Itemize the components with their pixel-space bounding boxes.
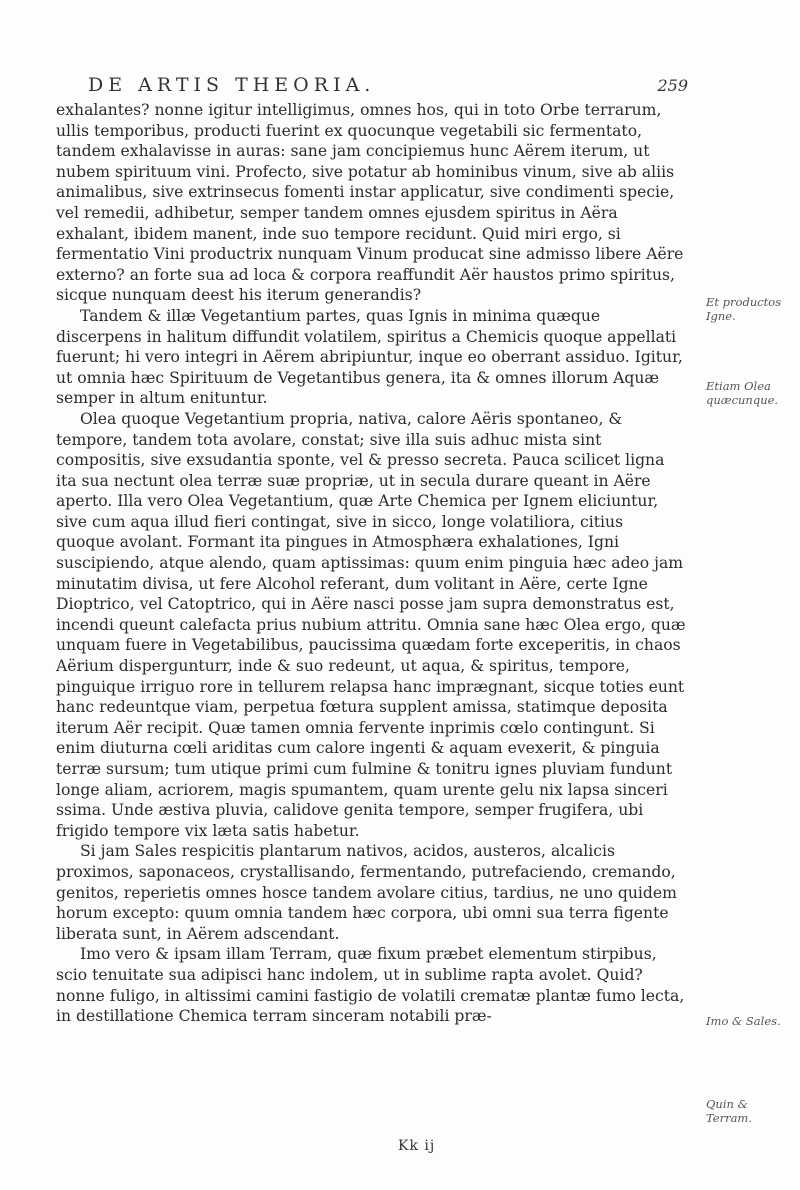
- paragraph: Si jam Sales respicitis plantarum nativos, acidos, austeros, alcalicis proximos, saponaceos, crystallisando, fermentando, putrefaciendo, cremando, genitos, reperietis omnes hosce tandem avolare citius, tardius, ne uno quidem horum excepto: quum omnia tandem hæc corpora, ubi omni sua terra figente liberata sunt, in Aërem adscendant.: [56, 842, 677, 943]
- signature-mark: Kk ij: [398, 1138, 436, 1154]
- paragraph: Olea quoque Vegetantium propria, nativa, calore Aëris spontaneo, & tempore, tandem tota avolare, constat; sive illa suis adhuc mista sint compositis, sive exsudantia sponte, vel & presso secreta. Pauca scilicet ligna ita sua nectunt olea terræ suæ propriæ, ut in secula durare queant in Aëre aperto. Illa vero Olea Vegetantium, quæ Arte Chemica per Ignem eliciuntur, sive cum aqua illud fieri contingat, sive in sicco, longe volatiliora, citius quoque avolant. Formant ita pingues in Atmosphæra exhalationes, Igni suscipiendo, atque alendo, quam aptissimas: quum enim pinguia hæc adeo jam minutatim divisa, ut fere Alcohol referant, dum volitant in Aëre, certe Igne Dioptrico, vel Catoptrico, qui in Aëre nasci posse jam supra demonstratus est, incendi queunt calefacta prius nubium attritu. Omnia sane hæc Olea ergo, quæ unquam fuere in Vegetabilibus, paucissima quædam forte exceperitis, in chaos Aërium dispergunturr, inde & suo redeunt, ut aqua, & spiritus, tempore, pinguique irriguo rore in tellurem relapsa hanc imprægnant, sicque toties eunt hanc redeuntque viam, perpetua fœtura supplent amissa, statimque deposita iterum Aër recipit. Quæ tamen omnia fervente inprimis cœlo contingunt. Si enim diuturna cœli ariditas cum calore ingenti & aquam evexerit, & pinguia terræ sursum; tum utique primi cum fulmine & tonitru ignes pluviam fundunt longe aliam, acriorem, magis spumantem, quam urente gelu nix lapsa sinceri ssima. Unde æstiva pluvia, calidove genita tempore, semper frugifera, ubi frigido tempore vix læta satis habetur.: [56, 409, 686, 840]
- paragraph: exhalantes? nonne igitur intelligimus, omnes hos, qui in toto Orbe terrarum, ullis temporibus, producti fuerint ex quocunque vegetabili sic fermentato, tandem exhalavisse in auras: sane jam concipiemus hunc Aërem iterum, ut nubem spirituum vini. Profecto, sive potatur ab hominibus vinum, sive ab aliis animalibus, sive extrinsecus fomenti instar applicatur, sive condimenti specie, vel remedii, adhibetur, semper tandem omnes ejusdem spiritus in Aëra exhalant, ibidem manent, inde suo tempore recidunt. Quid miri ergo, si fermentatio Vini productrix nunquam Vinum producat sine admisso libere Aëre externo? an forte sua ad loca & corpora reaffundit Aër haustos primo spiritus, sicque nunquam deest his iterum generandis?: [56, 101, 684, 305]
- margin-note: Quin & Terram.: [706, 1097, 752, 1125]
- page-header: [88, 74, 688, 98]
- paragraph: Imo vero & ipsam illam Terram, quæ fixum præbet elementum stirpibus, scio tenuitate sua adipisci hanc indolem, ut in sublime rapta avolet. Quid? nonne fuligo, in altissimi camini fastigio de volatili crematæ plantæ fumo lecta, in destillatione Chemica terram sinceram notabili præ-: [56, 945, 685, 1026]
- running-title: DE ARTIS THEORIA.: [88, 74, 376, 96]
- body-text: [56, 100, 686, 1027]
- margin-note: Et productos Igne.: [706, 295, 782, 323]
- margin-note: Imo & Sales.: [706, 1014, 781, 1028]
- page-number: 259: [657, 76, 688, 95]
- paragraph: Tandem & illæ Vegetantium partes, quas Ignis in minima quæque discerpens in halitum diffundit volatilem, spiritus a Chemicis quoque appellati fuerunt; hi vero integri in Aërem abripiuntur, inque eo oberrant assiduo. Igitur, ut omnia hæc Spirituum de Vegetantibus genera, ita & omnes illorum Aquæ semper in altum enituntur.: [56, 306, 683, 408]
- margin-note: Etiam Olea quæcunque.: [706, 379, 779, 407]
